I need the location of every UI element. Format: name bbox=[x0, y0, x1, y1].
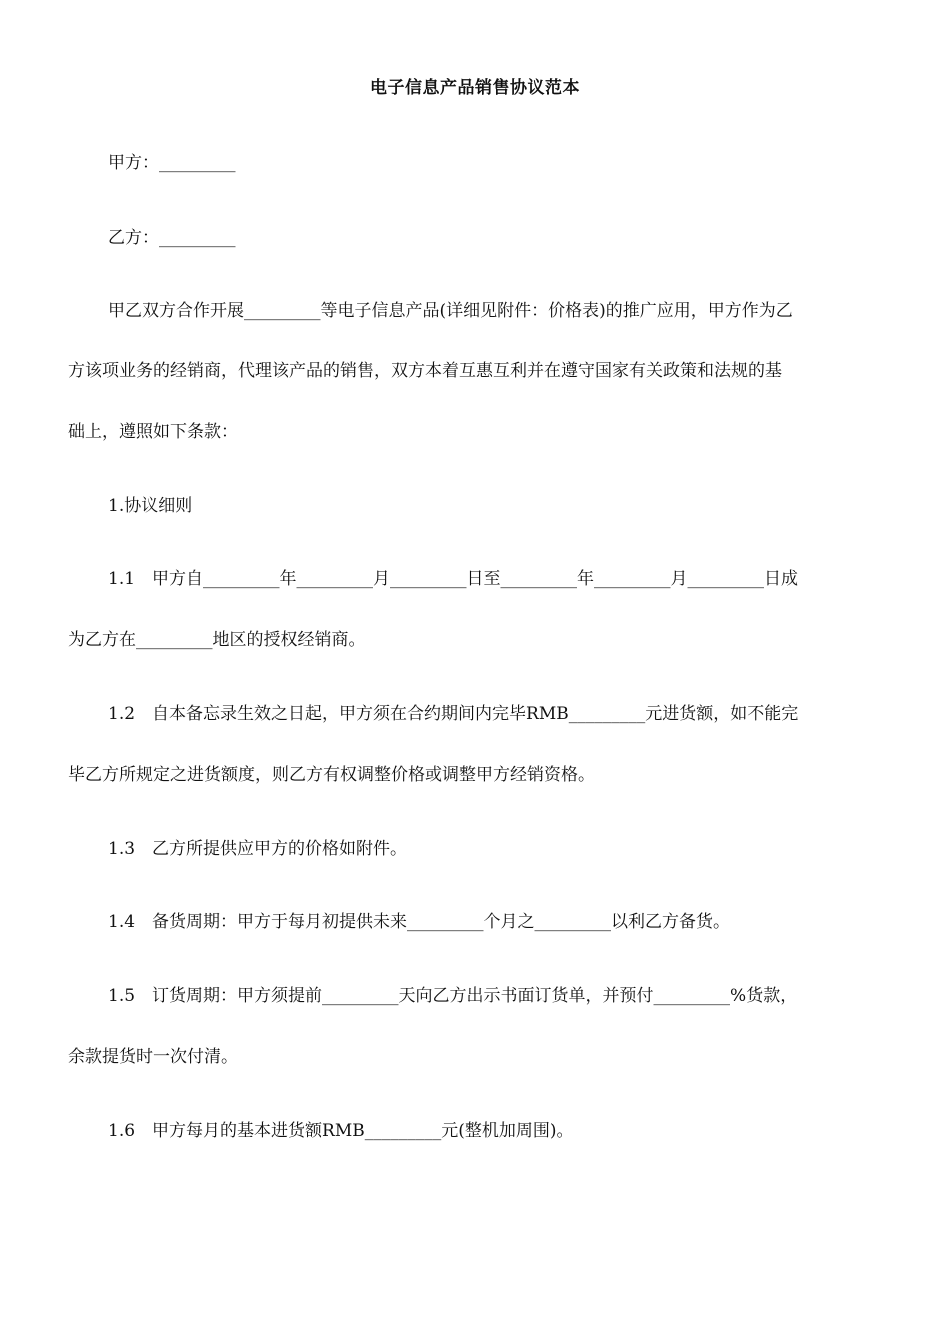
intro-paragraph-line: 甲乙双方合作开展_________等电子信息产品(详细见附件：价格表)的推广应用，甲方作为乙 bbox=[108, 301, 793, 321]
clause-1-2-line: 1.2 自本备忘录生效之日起，甲方须在合约期间内完毕RMB_________元进货额，如不能完 bbox=[108, 704, 799, 724]
clause-1-5-line: 余款提货时一次付清。 bbox=[68, 1047, 238, 1067]
document-title: 电子信息产品销售协议范本 bbox=[370, 78, 580, 98]
clause-1-1-line: 为乙方在_________地区的授权经销商。 bbox=[68, 630, 366, 650]
section-heading: 1.协议细则 bbox=[108, 496, 193, 516]
intro-paragraph-line: 方该项业务的经销商，代理该产品的销售，双方本着互惠互利并在遵守国家有关政策和法规的基 bbox=[68, 361, 782, 381]
party-a-line: 甲方：_________ bbox=[108, 153, 236, 173]
intro-paragraph-line: 础上，遵照如下条款： bbox=[68, 422, 238, 442]
clause-1-4-line: 1.4 备货周期：甲方于每月初提供未来_________个月之_________以利乙方备货。 bbox=[108, 912, 731, 932]
clause-1-3-line: 1.3 乙方所提供应甲方的价格如附件。 bbox=[108, 839, 408, 859]
clause-1-2-line: 毕乙方所规定之进货额度，则乙方有权调整价格或调整甲方经销资格。 bbox=[68, 765, 595, 785]
clause-1-5-line: 1.5 订货周期：甲方须提前_________天向乙方出示书面订货单，并预付_________%货款， bbox=[108, 986, 798, 1006]
clause-1-6-line: 1.6 甲方每月的基本进货额RMB_________元(整机加周围)。 bbox=[108, 1121, 574, 1141]
party-b-line: 乙方：_________ bbox=[108, 228, 236, 248]
clause-1-1-line: 1.1 甲方自_________年_________月_________日至_________年_________月_________日成 bbox=[108, 569, 799, 589]
